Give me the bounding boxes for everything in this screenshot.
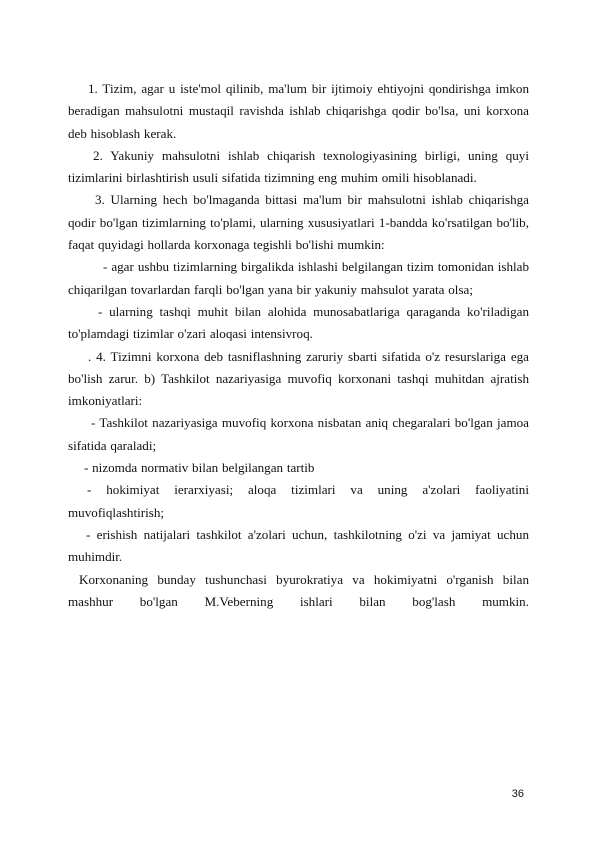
paragraph-9-list-item: - hokimiyat ierarxiyasi; aloqa tizimlari va uning a'zolari faoliyatini muvofiqlashtirish; (68, 482, 529, 520)
paragraph-8-list-item: - nizomda normativ bilan belgilangan tartib (84, 460, 315, 476)
paragraph-7-list-item: - Tashkilot nazariyasiga muvofiq korxona nisbatan aniq chegaralari bo'lgan jamoa sifatida qaraladi; (68, 415, 529, 453)
paragraph-4-list-item: - agar ushbu tizimlarning birgalikda ishlashi belgilangan tizim tomonidan ishlab chiqarilgan tovarlardan farqli bo'lgan yana bir yakuniy mahsulot yarata olsa; (68, 259, 529, 297)
paragraph-10-list-item: - erishish natijalari tashkilot a'zolari uchun, tashkilotning o'zi va jamiyat uchun muhimdir. (68, 526, 529, 565)
paragraph-2: 2. Yakuniy mahsulotni ishlab chiqarish texnologiyasining birligi, uning quyi tizimlarini birlashtirish usuli sifatida tizimning eng muhim omili hisoblanadi. (68, 147, 529, 186)
paragraph-11: Korxonaning bunday tushunchasi byurokratiya va hokimiyatni o'rganish bilan mashhur bo'lgan M.Veberning ishlari bilan bog'lash mumkin. (68, 571, 529, 609)
paragraph-5-list-item: - ularning tashqi muhit bilan alohida munosabatlariga qaraganda ko'riladigan to'plamdagi tizimlar o'zari aloqasi intensivroq. (68, 303, 529, 342)
paragraph-1: 1. Tizim, agar u iste'mol qilinib, ma'lum bir ijtimoiy ehtiyojni qondirishga imkon beradigan mahsulotni mustaqil ravishda ishlab chiqarishga qodir bo'lsa, uni korxona deb hisoblash kerak. (68, 81, 529, 141)
paragraph-3: 3. Ularning hech bo'lmaganda bittasi ma'lum bir mahsulotni ishlab chiqarishga qodir bo'lgan tizimlarning to'plami, ularning xususiyatlari 1-bandda ko'rsatilgan bo'lib, faqat quyidagi hollarda korxonaga tegishli bo'lishi mumkin: (68, 192, 529, 253)
page-number: 36 (511, 788, 524, 800)
document-page (68, 78, 529, 613)
paragraph-6: . 4. Tizimni korxona deb tasniflashning zaruriy sbarti sifatida o'z resurslariga ega bo'lish zarur. b) Tashkilot nazariyasiga muvofiq korxonani tashqi muhitdan ajratish imkoniyatlari: (68, 348, 529, 409)
